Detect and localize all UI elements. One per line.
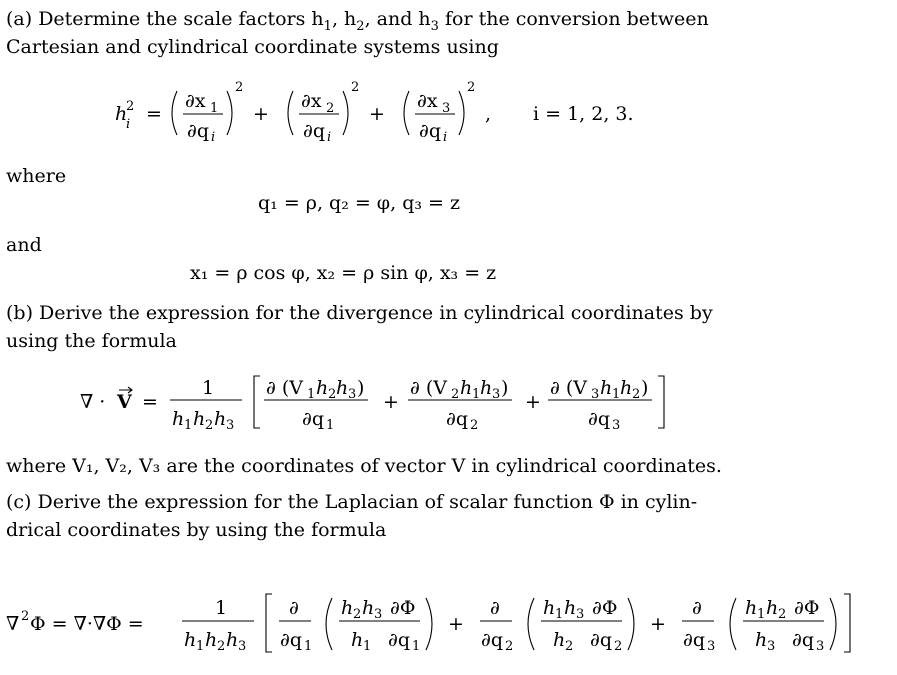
svg-text:h: h	[620, 377, 633, 399]
svg-text:h: h	[214, 408, 227, 430]
svg-text:1: 1	[202, 377, 215, 399]
svg-text:∂ (V: ∂ (V	[266, 377, 303, 399]
svg-text:1: 1	[412, 639, 421, 654]
svg-text:2: 2	[778, 607, 787, 622]
svg-text:∂: ∂	[490, 597, 500, 619]
part-a-line-2: Cartesian and cylindrical coordinate systems using	[6, 36, 499, 58]
svg-text:h: h	[460, 377, 473, 399]
svg-text:3: 3	[238, 639, 247, 654]
svg-text:): )	[357, 377, 365, 399]
svg-text:2: 2	[235, 80, 244, 95]
svg-text:2: 2	[614, 639, 623, 654]
svg-text:h: h	[766, 597, 779, 619]
svg-text:∂x: ∂x	[301, 90, 322, 112]
laplacian-equation	[6, 588, 876, 660]
svg-text:3: 3	[492, 387, 501, 402]
svg-text:3: 3	[348, 387, 357, 402]
svg-text:∂x: ∂x	[417, 90, 438, 112]
svg-text:3: 3	[612, 418, 621, 433]
svg-text:V: V	[117, 391, 132, 413]
part-c-line-1: (c) Derive the expression for the Laplacian of scalar function Φ in cylin-	[6, 491, 698, 513]
svg-text:1: 1	[326, 418, 335, 433]
svg-text:1: 1	[555, 607, 564, 622]
svg-text:2: 2	[351, 80, 360, 95]
svg-text:∂q: ∂q	[187, 120, 209, 142]
svg-text:2: 2	[328, 387, 337, 402]
svg-text:∂ (V: ∂ (V	[550, 377, 587, 399]
svg-text:2: 2	[353, 607, 362, 622]
svg-text:h: h	[184, 629, 197, 651]
x-definitions: x₁ = ρ cos φ, x₂ = ρ sin φ, x₃ = z	[190, 262, 497, 284]
part-b-line-2: using the formula	[6, 330, 177, 352]
svg-text:1: 1	[184, 418, 193, 433]
svg-text:∂Φ: ∂Φ	[794, 597, 820, 619]
svg-text:h: h	[341, 597, 354, 619]
svg-text:3: 3	[591, 387, 600, 402]
svg-text:2: 2	[126, 99, 135, 114]
svg-text:∂q: ∂q	[481, 629, 503, 651]
svg-text:2: 2	[505, 639, 514, 654]
svg-text:∂q: ∂q	[302, 408, 324, 430]
svg-text:∇: ∇	[6, 613, 20, 635]
part-a-line-1: (a) Determine the scale factors $h_1$, $h_2$, and $h_3$ for the conversion between	[6, 8, 709, 34]
svg-text:h: h	[755, 629, 768, 651]
svg-text:1: 1	[612, 387, 621, 402]
svg-text:3: 3	[226, 418, 235, 433]
svg-text:∂: ∂	[289, 597, 299, 619]
svg-text:∂Φ: ∂Φ	[390, 597, 416, 619]
svg-text:h: h	[600, 377, 613, 399]
svg-text:h: h	[564, 597, 577, 619]
and-label: and	[6, 234, 42, 256]
svg-text:∂q: ∂q	[590, 629, 612, 651]
svg-text:2: 2	[21, 609, 30, 624]
svg-text:i: i	[327, 130, 332, 145]
svg-text:+: +	[525, 391, 541, 413]
svg-text:h: h	[362, 597, 375, 619]
svg-text:+: +	[253, 103, 269, 125]
scale-factor-equation	[115, 75, 675, 155]
svg-text:i: i	[443, 130, 448, 145]
svg-text:3: 3	[767, 639, 776, 654]
svg-text:1: 1	[363, 639, 372, 654]
svg-text:∂q: ∂q	[446, 408, 468, 430]
svg-text:i: i	[211, 130, 216, 145]
divergence-equation	[80, 368, 680, 438]
svg-text:h: h	[553, 629, 566, 651]
svg-text:h: h	[193, 408, 206, 430]
svg-text:h: h	[745, 597, 758, 619]
svg-text:1: 1	[215, 597, 228, 619]
svg-text:+: +	[650, 613, 666, 635]
svg-text:h: h	[172, 408, 185, 430]
svg-text:∂ (V: ∂ (V	[410, 377, 447, 399]
svg-text:∂q: ∂q	[280, 629, 302, 651]
svg-text:2: 2	[467, 80, 476, 95]
svg-text:h: h	[480, 377, 493, 399]
part-c-line-2: drical coordinates by using the formula	[6, 519, 387, 541]
svg-text:h: h	[316, 377, 329, 399]
svg-text:2: 2	[326, 101, 335, 116]
svg-text:∂q: ∂q	[683, 629, 705, 651]
svg-text:∇ ·: ∇ ·	[80, 391, 106, 413]
svg-text:∂Φ: ∂Φ	[592, 597, 618, 619]
svg-text:2: 2	[565, 639, 574, 654]
svg-text:2: 2	[632, 387, 641, 402]
svg-text:+: +	[383, 391, 399, 413]
svg-text:): )	[641, 377, 649, 399]
svg-text:∂x: ∂x	[185, 90, 206, 112]
svg-text:3: 3	[816, 639, 825, 654]
part-b-where-text: where V₁, V₂, V₃ are the coordinates of vector V in cylindrical coordinates.	[6, 455, 722, 477]
svg-text:+: +	[369, 103, 385, 125]
svg-text:,: ,	[485, 103, 492, 125]
svg-text:h: h	[205, 629, 218, 651]
svg-text:3: 3	[576, 607, 585, 622]
svg-text:∂q: ∂q	[419, 120, 441, 142]
svg-text:Φ = ∇·∇Φ =: Φ = ∇·∇Φ =	[30, 613, 144, 635]
svg-text:i: i	[126, 117, 131, 132]
svg-text:∂: ∂	[692, 597, 702, 619]
svg-text:2: 2	[470, 418, 479, 433]
svg-text:1: 1	[757, 607, 766, 622]
svg-text:2: 2	[451, 387, 460, 402]
svg-text:3: 3	[442, 101, 451, 116]
svg-text:∂q: ∂q	[588, 408, 610, 430]
svg-text:h: h	[543, 597, 556, 619]
svg-text:1: 1	[210, 101, 219, 116]
svg-text:∂q: ∂q	[303, 120, 325, 142]
svg-text:3: 3	[707, 639, 716, 654]
svg-text:1: 1	[307, 387, 316, 402]
part-b-line-1: (b) Derive the expression for the divergence in cylindrical coordinates by	[6, 302, 713, 324]
svg-text:h: h	[115, 103, 128, 125]
svg-text:=: =	[146, 103, 162, 125]
svg-text:1: 1	[196, 639, 205, 654]
svg-text:h: h	[226, 629, 239, 651]
where-label: where	[6, 165, 67, 187]
svg-text:∂q: ∂q	[792, 629, 814, 651]
svg-text:h: h	[351, 629, 364, 651]
svg-text:3: 3	[374, 607, 383, 622]
svg-text:2: 2	[205, 418, 214, 433]
svg-text:+: +	[448, 613, 464, 635]
svg-text:∂q: ∂q	[388, 629, 410, 651]
svg-text:1: 1	[304, 639, 313, 654]
svg-text:): )	[501, 377, 509, 399]
q-definitions: q₁ = ρ, q₂ = φ, q₃ = z	[258, 192, 460, 214]
svg-text:2: 2	[217, 639, 226, 654]
svg-text:=: =	[142, 391, 158, 413]
svg-text:h: h	[336, 377, 349, 399]
svg-text:1: 1	[472, 387, 481, 402]
index-range: i = 1, 2, 3.	[533, 103, 634, 125]
